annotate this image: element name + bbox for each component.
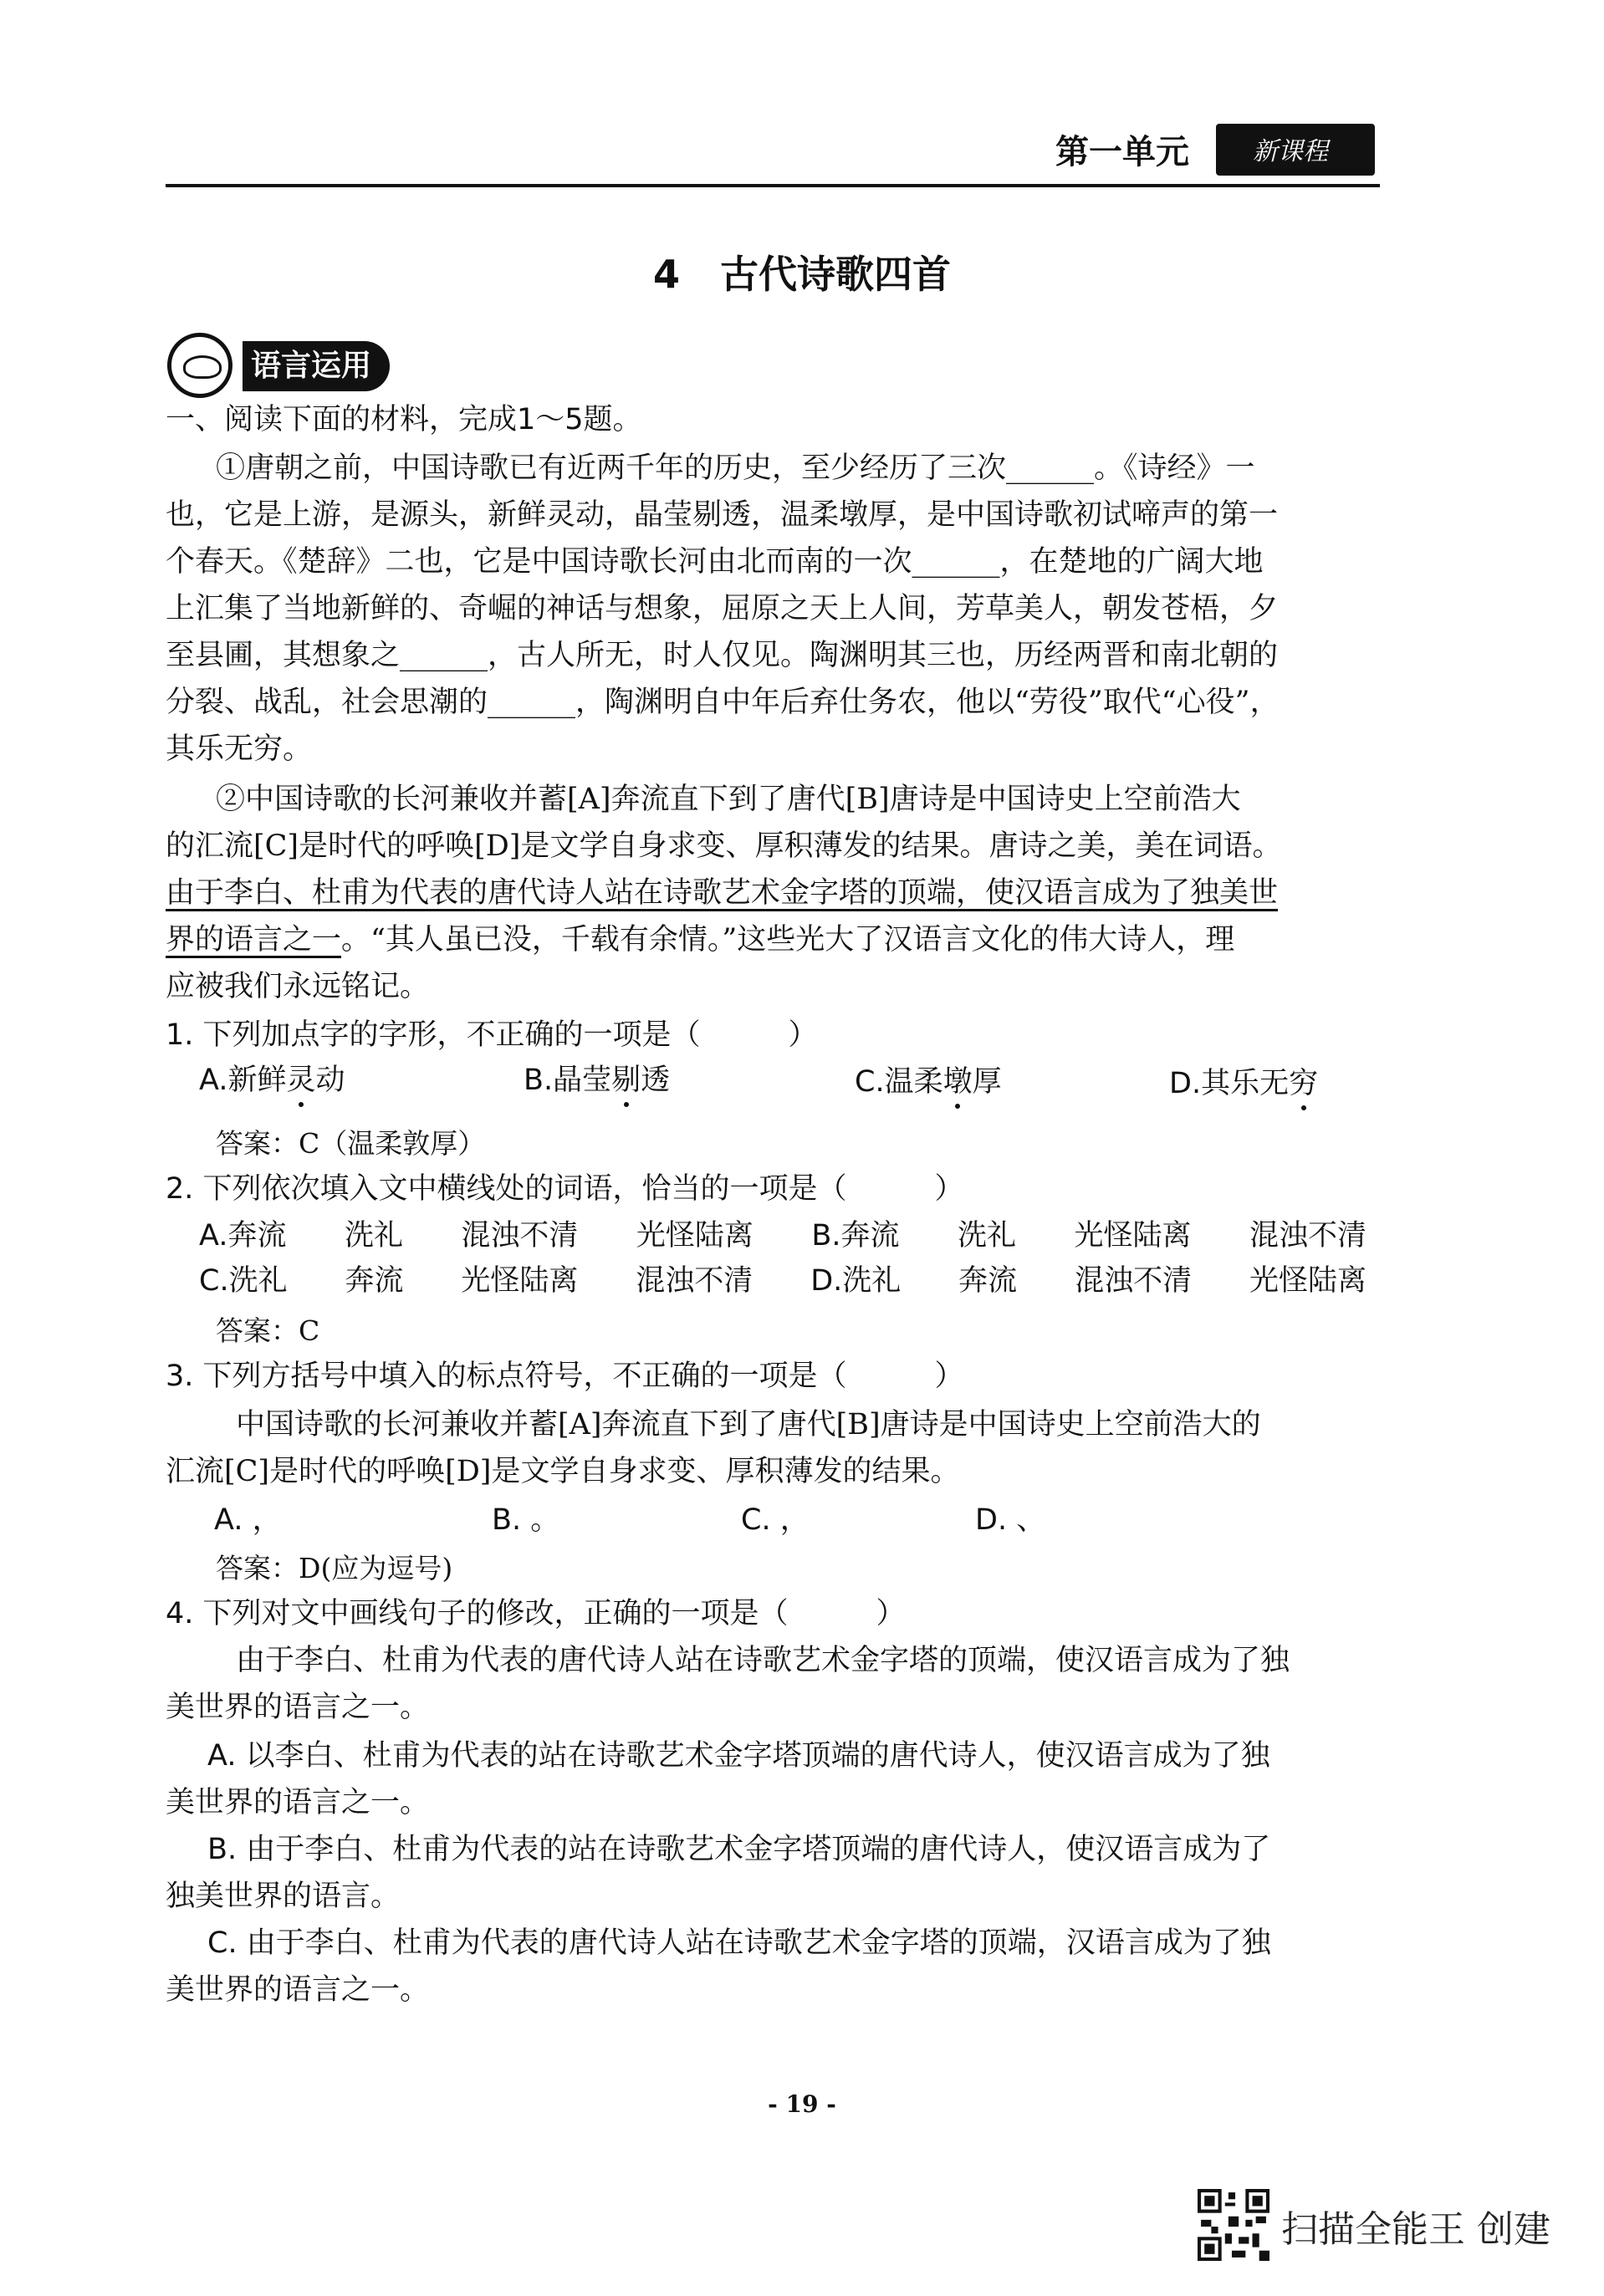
section-logo-icon bbox=[167, 333, 232, 398]
passage-line: 应被我们永远铭记。 bbox=[166, 970, 430, 1003]
passage-line: 的汇流[C]是时代的呼唤[D]是文学自身求变、厚积薄发的结果。唐诗之美，美在词语。 bbox=[166, 829, 1282, 863]
q4-option-a: A. 以李白、杜甫为代表的站在诗歌艺术金字塔顶端的唐代诗人，使汉语言成为了独 bbox=[207, 1739, 1270, 1773]
q4-option-b: B. 由于李白、杜甫为代表的站在诗歌艺术金字塔顶端的唐代诗人，使汉语言成为了 bbox=[207, 1833, 1271, 1866]
q3-option-b: B. 。 bbox=[492, 1503, 560, 1537]
q2-options-row-1: A.奔流 洗礼 混浊不清 光怪陆离 B.奔流 洗礼 光怪陆离 混浊不清 bbox=[199, 1219, 1366, 1253]
q4-quote: 由于李白、杜甫为代表的唐代诗人站在诗歌艺术金字塔的顶端，使汉语言成为了独 bbox=[236, 1644, 1290, 1677]
page-number: - 19 - bbox=[768, 2090, 836, 2118]
passage-line: ①唐朝之前，中国诗歌已有近两千年的历史，至少经历了三次______。《诗经》一 bbox=[216, 452, 1255, 485]
question-1-stem: 1. 下列加点字的字形，不正确的一项是（ ） bbox=[166, 1018, 818, 1052]
intro-instruction: 一、阅读下面的材料，完成1～5题。 bbox=[166, 403, 642, 436]
lesson-name: 古代诗歌四首 bbox=[720, 252, 951, 297]
lesson-number: 4 bbox=[652, 252, 680, 297]
watermark-text: 扫描全能王 创建 bbox=[1281, 2208, 1550, 2251]
q3-quote: 中国诗歌的长河兼收并蓄[A]奔流直下到了唐代[B]唐诗是中国诗史上空前浩大的 bbox=[236, 1408, 1261, 1441]
q1-option-c: C.温柔墩厚 bbox=[855, 1065, 1002, 1099]
q2-options-row-2: C.洗礼 奔流 光怪陆离 混浊不清 D.洗礼 奔流 混浊不清 光怪陆离 bbox=[199, 1264, 1366, 1298]
underlined-sentence: 界的语言之一 bbox=[166, 923, 342, 957]
question-3-stem: 3. 下列方括号中填入的标点符号，不正确的一项是（ ） bbox=[166, 1360, 964, 1393]
passage-text: 。“其人虽已没，千载有余情。”这些光大了汉语言文化的伟大诗人，理 bbox=[341, 923, 1235, 957]
q2-answer: 答案：C bbox=[216, 1314, 320, 1347]
question-2-stem: 2. 下列依次填入文中横线处的词语，恰当的一项是（ ） bbox=[166, 1172, 964, 1206]
passage-line: 分裂、战乱，社会思潮的______，陶渊明自中年后弃仕务农，他以“劳役”取代“心役”， bbox=[166, 686, 1280, 719]
passage-line: 个春天。《楚辞》二也，它是中国诗歌长河由北而南的一次______，在楚地的广阔大地 bbox=[166, 545, 1264, 579]
passage-line: 至县圃，其想象之______，古人所无，时人仅见。陶渊明其三也，历经两晋和南北朝的 bbox=[166, 639, 1279, 672]
q4-option-c: C. 由于李白、杜甫为代表的唐代诗人站在诗歌艺术金字塔的顶端，汉语言成为了独 bbox=[207, 1926, 1271, 1960]
q1-option-a: A.新鲜灵动 bbox=[199, 1064, 345, 1097]
q4-quote: 美世界的语言之一。 bbox=[166, 1691, 430, 1724]
unit-title: 第一单元 bbox=[1055, 133, 1189, 171]
q1-answer: 答案：C（温柔敦厚） bbox=[216, 1127, 486, 1160]
q1-option-b: B.晶莹剔透 bbox=[524, 1064, 671, 1097]
passage-line: 也，它是上游，是源头，新鲜灵动，晶莹剔透，温柔墩厚，是中国诗歌初试啼声的第一 bbox=[166, 498, 1279, 532]
question-4-stem: 4. 下列对文中画线句子的修改，正确的一项是（ ） bbox=[166, 1597, 906, 1630]
q3-quote: 汇流[C]是时代的呼唤[D]是文学自身求变、厚积薄发的结果。 bbox=[166, 1455, 960, 1488]
q3-option-a: A. ， bbox=[214, 1503, 282, 1537]
series-logo bbox=[1216, 124, 1375, 176]
q3-option-c: C. ， bbox=[741, 1503, 810, 1537]
q4-option-b-cont: 独美世界的语言。 bbox=[166, 1880, 401, 1913]
passage-line: 上汇集了当地新鲜的、奇崛的神话与想象，屈原之天上人间，芳草美人，朝发苍梧，夕 bbox=[166, 592, 1279, 625]
series-logo-text: 新课程 bbox=[1253, 137, 1328, 166]
header-rule bbox=[166, 184, 1380, 187]
passage-line: ②中国诗歌的长河兼收并蓄[A]奔流直下到了唐代[B]唐诗是中国诗史上空前浩大 bbox=[216, 783, 1241, 816]
passage-line bbox=[166, 923, 1234, 957]
lesson-title bbox=[0, 244, 1604, 299]
q3-option-d: D. 、 bbox=[975, 1503, 1046, 1537]
q1-option-d: D.其乐无穷 bbox=[1169, 1067, 1319, 1100]
qr-code-icon bbox=[1198, 2189, 1269, 2261]
q3-answer: 答案：D(应为逗号) bbox=[216, 1552, 453, 1584]
q4-option-c-cont: 美世界的语言之一。 bbox=[166, 1973, 430, 2007]
q4-option-a-cont: 美世界的语言之一。 bbox=[166, 1786, 430, 1819]
passage-line: 其乐无穷。 bbox=[166, 732, 313, 766]
section-label: 语言运用 bbox=[243, 341, 390, 391]
underlined-sentence: 由于李白、杜甫为代表的唐代诗人站在诗歌艺术金字塔的顶端，使汉语言成为了独美世 bbox=[166, 876, 1279, 910]
